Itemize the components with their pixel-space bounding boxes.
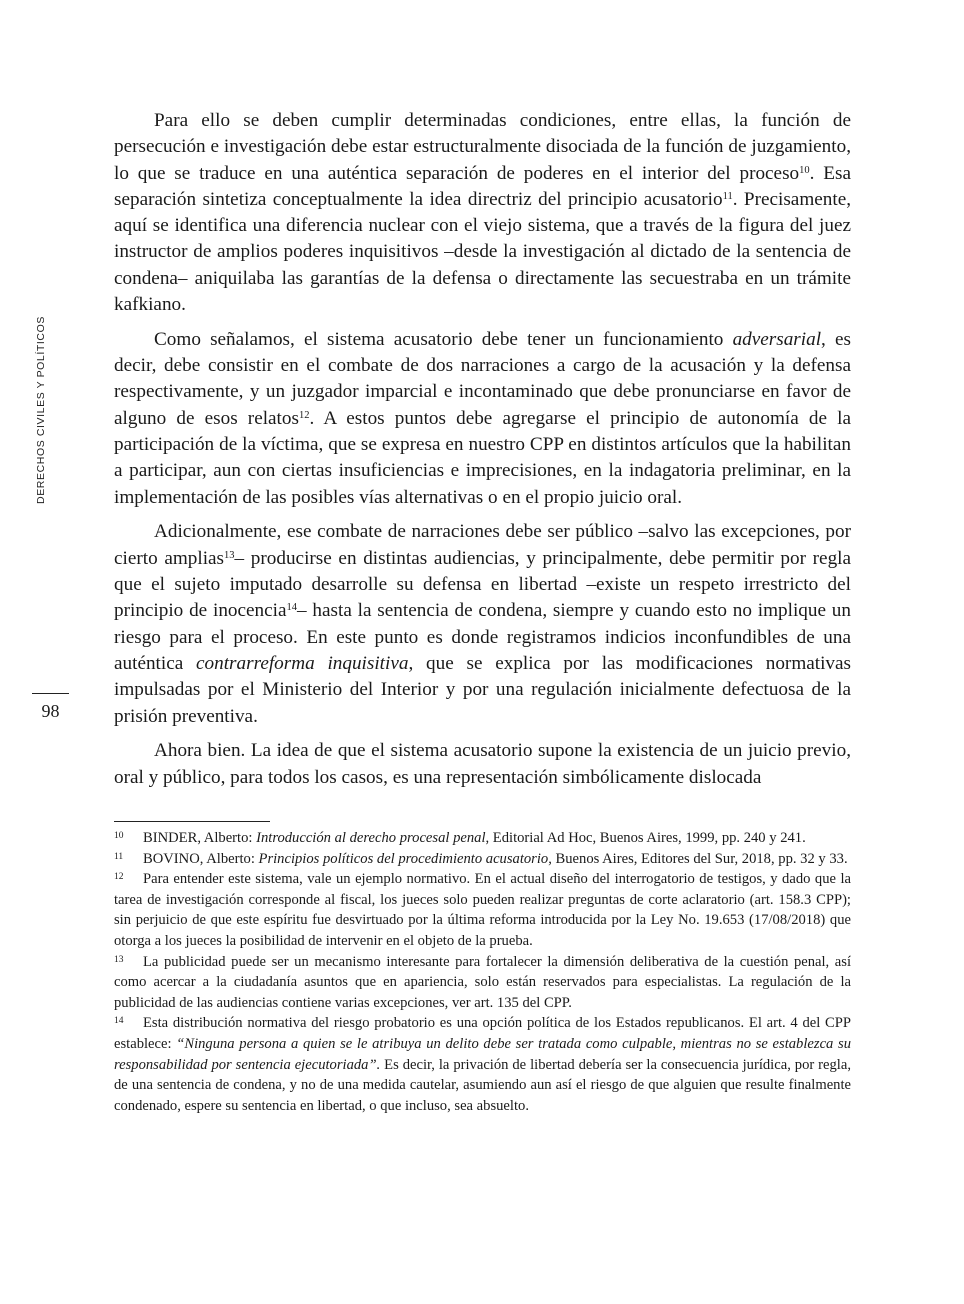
text-run: . A estos puntos debe agregarse el principio de autonomía de la participación de la víctima, que se expresa en nuestro CPP en distintos artículos que la habilitan a participar, aun con ciertas insuficiencias e imprecisiones, en la indagatoria preliminar, en la implementación de las posibles vías alternativas o en el propio juicio oral. [114, 407, 851, 508]
footnote-separator [114, 821, 270, 822]
footnote: 10 BINDER, Alberto: Introducción al derecho procesal penal, Editorial Ad Hoc, Buenos Aires, 1999, pp. 240 y 241. [114, 830, 806, 846]
footnote-reference: 10 [799, 164, 810, 176]
text-run: – producirse en distintas audiencias, y principalmente, debe permitir por regla que el sujeto imputado desarrolle su defensa en libertad –existe un respeto irrestricto del principio de inocencia [114, 547, 852, 622]
text-run: BINDER, Alberto: [143, 830, 257, 846]
text-run: BOVINO, Alberto: [143, 850, 259, 867]
text-run: Para ello se deben cumplir determinadas condiciones, entre ellas, la función de persecución e investigación debe estar estructuralmente disociada de la función de juzgamiento, lo que se traduce en una auténtica separación de poderes en el interior del proceso [114, 110, 851, 184]
italic-text: adversarial [732, 328, 822, 350]
footnote-reference: 14 [286, 602, 298, 614]
text-run: , Buenos Aires, Editores del Sur, 2018, pp. 32 y 33. [548, 850, 848, 867]
footnote: 11 BOVINO, Alberto: Principios políticos del procedimiento acusatorio, Buenos Aires, Editores del Sur, 2018, pp. 32 y 33. [114, 850, 848, 867]
text-run: , es decir, debe consistir en el combate de dos narraciones a cargo de la acusación y la defensa respectivamente, y un juzgador imparcial e incontaminado que debe pronunciarse en favor de alguno de esos relatos [114, 328, 851, 429]
body-paragraph [114, 108, 851, 318]
body-paragraph [114, 738, 851, 791]
text-run: Como señalamos, el sistema acusatorio debe tener un funcionamiento [154, 328, 733, 350]
text-run: . Esa separación sintetiza conceptualmente la idea directriz del principio acusatorio [114, 162, 851, 210]
footnotes [114, 828, 851, 1116]
text-run: . Precisamente, aquí se identifica una diferencia nuclear con el viejo sistema, que a través de la figura del juez instructor de amplios poderes inquisitivos –desde la investigación al dictado de la sentencia de condena– aniquilaba las garantías de la defensa o directamente las secuestraba en un trámite kafkiano. [114, 188, 852, 316]
section-title-text: DERECHOS CIVILES Y POLÍTICOS [35, 316, 47, 504]
footnote: 13 La publicidad puede ser un mecanismo interesante para fortalecer la dimensión deliberativa de la cuestión penal, así como acercar a la ciudadanía asuntos que en apariencia, solo están reservados para especialistas. La regulación de la publicidad de las audiencias contiene varias excepciones, ver art. 135 del CPP. [114, 953, 851, 1011]
footnote-reference: 13 [224, 549, 235, 561]
text-run: – hasta la sentencia de condena, siempre y cuando esto no implique un riesgo para el proceso. En este punto es donde registramos indicios inconfundibles de una auténtica [114, 600, 851, 674]
italic-text: “Ninguna persona a quien se le atribuya un delito debe ser tratada como culpable, mientras no se establezca su responsabilidad por sentencia ejecutoriada”. [114, 1035, 851, 1073]
italic-text: Introducción al derecho procesal penal [256, 830, 486, 846]
text-run: La publicidad puede ser un mecanismo interesante para fortalecer la dimensión deliberativa de la cuestión penal, así como acercar a la ciudadanía asuntos que en apariencia, solo están reservados para especialistas. La regulación de la publicidad de las audiencias contiene varias excepciones, ver art. 135 del CPP. [114, 953, 851, 1011]
footnote-reference: 12 [298, 409, 310, 421]
footnote: 14 Esta distribución normativa del riesgo probatorio es una opción política de los Estados republicanos. El art. 4 del CPP establece: “Ninguna persona a quien se le atribuya un delito debe ser tratada como culpable, mientras no se establezca su responsabilidad por sentencia ejecutoriada”. Es decir, la privación de libertad debería ser la consecuencia jurídica, por regla, de una sentencia de condena, y no de una medida cautelar, asumiendo aun así el riesgo de que alguien que resulte finalmente condenado, espere su sentencia en libertad, o que incluso, sea absuelto. [114, 1015, 851, 1114]
text-run: Es decir, la privación de libertad debería ser la consecuencia jurídica, por regla, de una sentencia de condena, y no de una medida cautelar, asumiendo aun así el riesgo de que alguien que resulte finalmente condenado, espere su sentencia en libertad, o que incluso, sea absuelto. [114, 1056, 851, 1114]
footnote: 12 Para entender este sistema, vale un ejemplo normativo. En el actual diseño del interrogatorio de testigos, y dado que la tarea de investigación corresponde al fiscal, los jueces solo pueden realizar preguntas de corte aclaratorio (art. 158.3 CPP); sin perjuicio de que este espíritu fue desvirtuado por la última reforma introducida por la Ley No. 19.653 (17/08/2018) que otorga a los jueces la posibilidad de intervenir en el objeto de la prueba. [114, 871, 851, 949]
running-section-title [34, 310, 48, 510]
text-run: Para entender este sistema, vale un ejemplo normativo. En el actual diseño del interrogatorio de testigos, y dado que la tarea de investigación corresponde al fiscal, los jueces solo pueden realizar preguntas de corte aclaratorio (art. 158.3 CPP); sin perjuicio de que este espíritu fue desvirtuado por la última reforma introducida por la Ley No. 19.653 (17/08/2018) que otorga a los jueces la posibilidad de intervenir en el objeto de la prueba. [114, 871, 851, 949]
text-run: Adicionalmente, ese combate de narraciones debe ser público –salvo las excepciones, por cierto amplias [114, 521, 851, 569]
text-run: , Editorial Ad Hoc, Buenos Aires, 1999, pp. 240 y 241. [485, 830, 806, 846]
text-run: Ahora bien. La idea de que el sistema acusatorio supone la existencia de un juicio previo, oral y público, para todos los casos, es una representación simbólicamente dislocada [114, 740, 851, 788]
body-paragraph [114, 519, 851, 729]
italic-text: contrarreforma inquisitiva [196, 652, 409, 674]
body-text [114, 108, 851, 799]
body-paragraph [114, 327, 851, 511]
page-number: 98 [41, 701, 60, 721]
text-run: Esta distribución normativa del riesgo probatorio es una opción política de los Estados republicanos. El art. 4 del CPP establece: [114, 1015, 851, 1052]
footnote-reference: 11 [722, 190, 733, 202]
italic-text: Principios políticos del procedimiento acusatorio [258, 850, 549, 867]
page-number-rule [32, 693, 69, 694]
text-run: , que se explica por las modificaciones normativas impulsadas por el Ministerio del Interior y por una regulación inicialmente defectuosa de la prisión preventiva. [114, 652, 852, 727]
